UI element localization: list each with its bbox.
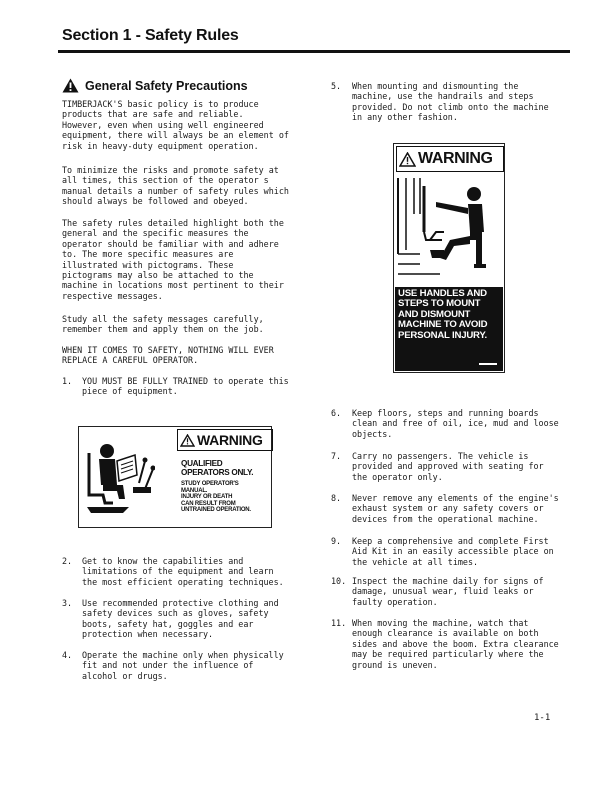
operator-manual-fine-print: STUDY OPERATOR'S MANUAL. INJURY OR DEATH CAN RESULT FROM UNTRAINED OPERATION.: [181, 481, 251, 514]
rule-text: Inspect the machine daily for signs of damage, unusual wear, fluid leaks or faulty operation.: [352, 576, 544, 607]
warning-header-text: WARNING: [418, 150, 493, 167]
rule-item-5: [331, 81, 581, 123]
page-number: 1-1: [534, 713, 551, 723]
rule-number: 1.: [62, 376, 73, 386]
panel-dash: [479, 363, 497, 365]
rule-item-7: [331, 451, 581, 482]
rule-item-1: [62, 376, 312, 397]
mount-warning-message-panel: [395, 287, 503, 371]
rule-text: Keep floors, steps and running boards clean and free of oil, ice, mud and loose objects.: [352, 408, 559, 439]
section-title: Section 1 - Safety Rules: [62, 27, 239, 44]
warning-triangle-icon: [399, 152, 416, 167]
rule-item-2: [62, 556, 312, 587]
warning-header: [177, 429, 273, 451]
study-messages-paragraph: Study all the safety messages carefully, remember them and apply them on the job.: [62, 314, 264, 335]
rule-text: Get to know the capabilities and limitations of the equipment and learn the most efficient operating techniques.: [82, 556, 284, 587]
rule-number: 3.: [62, 598, 73, 608]
rule-text: When moving the machine, watch that enough clearance is available on both sides and above the boom. Extra clearance may be required particularly where the ground is uneven.: [352, 618, 559, 670]
warning-qualified-operators-sign: [78, 426, 272, 528]
careful-operator-paragraph: WHEN IT COMES TO SAFETY, NOTHING WILL EVER REPLACE A CAREFUL OPERATOR.: [62, 345, 274, 366]
rule-item-3: [62, 598, 312, 640]
warning-header: [396, 146, 504, 172]
rule-text: Operate the machine only when physically fit and not under the influence of alcohol or drugs.: [82, 650, 284, 681]
rule-text: Use recommended protective clothing and safety devices such as gloves, safety boots, safety hat, goggles and ear protection when necessary.: [82, 598, 279, 640]
rule-item-10: [331, 576, 581, 607]
rule-item-8: [331, 493, 581, 524]
rule-item-11: [331, 618, 581, 670]
rule-number: 2.: [62, 556, 73, 566]
rule-number: 10.: [331, 576, 347, 586]
title-rule: [58, 50, 570, 53]
rule-item-6: [331, 408, 581, 439]
rule-number: 6.: [331, 408, 342, 418]
rule-text: Never remove any elements of the engine's exhaust system or any safety covers or devices from the operational machine.: [352, 493, 559, 524]
rule-text: Keep a comprehensive and complete First Aid Kit in an easily accessible place on the vehicle at all times.: [352, 536, 554, 567]
mount-warning-message: USE HANDLES AND STEPS TO MOUNT AND DISMOUNT MACHINE TO AVOID PERSONAL INJURY.: [398, 288, 488, 341]
rule-item-4: [62, 650, 312, 681]
qualified-operators-text: QUALIFIED OPERATORS ONLY.: [181, 459, 254, 477]
rule-text: YOU MUST BE FULLY TRAINED to operate this piece of equipment.: [82, 376, 289, 397]
rule-text: Carry no passengers. The vehicle is provided and approved with seating for the operator only.: [352, 451, 544, 482]
warning-triangle-icon: [180, 434, 195, 447]
rule-number: 4.: [62, 650, 73, 660]
policy-paragraph: TIMBERJACK'S basic policy is to produce products that are safe and reliable. However, even when using well engineered equipment, there will always be an element of risk in heavy-duty equipment operation.: [62, 99, 289, 151]
rules-detail-paragraph: The safety rules detailed highlight both the general and the specific measures the operator should be familiar with and adhere to. The more specific measures are illustrated with pictograms. These pictograms may also be attached to the machine in locations most pertinent to their respective messages.: [62, 218, 284, 301]
minimize-risks-paragraph: To minimize the risks and promote safety at all times, this section of the operator s manual details a number of safety rules which should always be followed and obeyed.: [62, 165, 289, 207]
operator-reading-manual-pictogram: [83, 433, 155, 523]
rule-number: 7.: [331, 451, 342, 461]
person-climbing-steps-pictogram: [396, 174, 502, 284]
rule-item-9: [331, 536, 581, 567]
warning-triangle-icon: [62, 78, 79, 93]
general-safety-heading-text: General Safety Precautions: [85, 78, 248, 93]
rule-text: When mounting and dismounting the machine, use the handrails and steps provided. Do not climb onto the machine in any other fashion.: [352, 81, 549, 123]
warning-header-text: WARNING: [197, 432, 263, 448]
rule-number: 5.: [331, 81, 342, 91]
rule-number: 11.: [331, 618, 347, 628]
general-safety-heading: [62, 78, 248, 93]
rule-number: 8.: [331, 493, 342, 503]
rule-number: 9.: [331, 536, 342, 546]
